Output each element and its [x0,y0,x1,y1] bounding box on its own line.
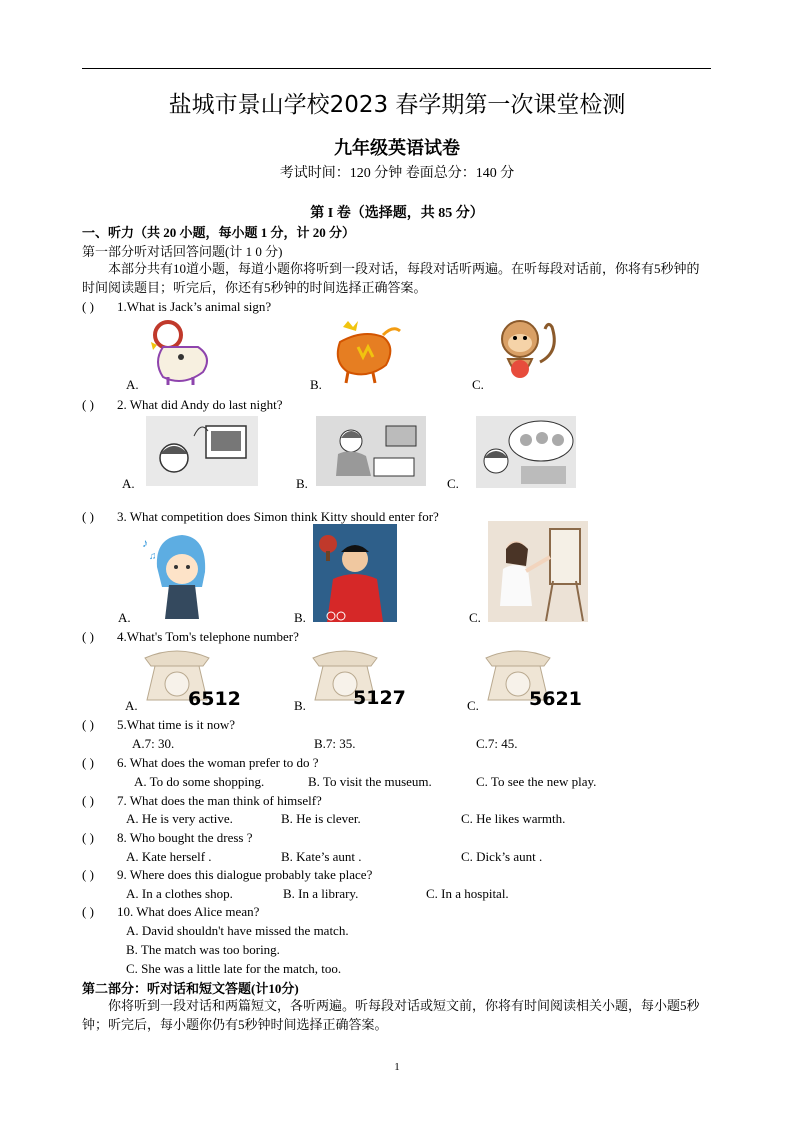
section-two-heading: 第二部分：听对话和短文答题(计10分) [82,981,299,996]
singing-girl-image [137,527,222,622]
boy-watching-tv-image [146,416,258,486]
q3-option-b[interactable]: B. [294,610,306,625]
q1-option-a[interactable]: A. [126,377,139,392]
svg-text:♫: ♫ [149,551,157,562]
question-8-text: 8. Who bought the dress ? [117,830,253,845]
q7-option-a[interactable]: A. He is very active. [126,811,233,826]
monkey-zodiac-image [490,317,565,389]
answer-blank[interactable]: ( ) [82,629,94,644]
q4-option-b[interactable]: B. [294,698,306,713]
page-number: 1 [394,1061,400,1073]
q6-option-b[interactable]: B. To visit the museum. [308,774,432,789]
answer-blank[interactable]: ( ) [82,397,94,412]
question-5-text: 5.What time is it now? [117,717,236,732]
q9-option-b[interactable]: B. In a library. [283,886,359,901]
q9-option-c[interactable]: C. In a hospital. [426,886,509,901]
exam-subtitle: 九年级英语试卷 [334,138,460,159]
q8-option-c[interactable]: C. Dick’s aunt . [461,849,543,864]
q3-option-a[interactable]: A. [118,610,131,625]
answer-blank[interactable]: ( ) [82,717,94,732]
table-tennis-player-image [313,524,397,622]
ox-zodiac-image [328,317,403,387]
girl-drawing-image [316,416,426,486]
answer-blank[interactable]: ( ) [82,793,94,808]
q10-option-c[interactable]: C. She was a little late for the match, too. [126,961,342,976]
q2-option-c[interactable]: C. [447,476,459,491]
top-rule [82,68,711,69]
exam-info: 考试时间：120 分钟 卷面总分：140 分 [279,166,515,181]
answer-blank[interactable]: ( ) [82,755,94,770]
q1-option-c[interactable]: C. [472,377,484,392]
q2-option-a[interactable]: A. [122,476,135,491]
exam-title: 盐城市景山学校2023 春学期第一次课堂检测 [168,92,626,118]
q9-option-a[interactable]: A. In a clothes shop. [126,886,233,901]
q7-option-c[interactable]: C. He likes warmth. [461,811,566,826]
q8-option-b[interactable]: B. Kate’s aunt . [281,849,362,864]
question-7-text: 7. What does the man think of himself? [117,793,322,808]
answer-blank[interactable]: ( ) [82,299,94,314]
q6-option-a[interactable]: A. To do some shopping. [134,774,265,789]
q6-option-c[interactable]: C. To see the new play. [476,774,597,789]
woman-painting-image [488,521,588,622]
phone-number-a: 6512 [188,688,241,710]
phone-number-b: 5127 [353,687,406,709]
answer-blank[interactable]: ( ) [82,904,94,919]
question-9-text: 9. Where does this dialogue probably take place? [117,867,373,882]
section-one-heading: 一、听力（共 20 小题，每小题 1 分，计 20 分） [82,225,356,240]
q5-option-c[interactable]: C.7: 45. [476,736,518,751]
q10-option-a[interactable]: A. David shouldn't have missed the match. [126,923,349,938]
q5-option-b[interactable]: B.7: 35. [314,736,356,751]
question-10-text: 10. What does Alice mean? [117,904,260,919]
phone-number-c: 5621 [529,688,582,710]
question-1-text: 1.What is Jack’s animal sign? [117,299,272,314]
goat-zodiac-image [143,317,223,387]
q5-option-a[interactable]: A.7: 30. [132,736,175,751]
boys-chatting-image [476,416,576,488]
q7-option-b[interactable]: B. He is clever. [281,811,361,826]
question-4-text: 4.What's Tom's telephone number? [117,629,299,644]
section-one-instructions: 本部分共有10道小题，每道小题你将听到一段对话，每段对话听两遍。在听每段对话前，你将有5秒钟的时间阅读题目；听完后，你还有5秒钟的时间选择正确答案。 [82,261,700,295]
answer-blank[interactable]: ( ) [82,509,94,524]
q8-option-a[interactable]: A. Kate herself . [126,849,212,864]
svg-text:♪: ♪ [142,536,148,550]
q4-option-a[interactable]: A. [125,698,138,713]
q10-option-b[interactable]: B. The match was too boring. [126,942,280,957]
question-3-text: 3. What competition does Simon think Kitty should enter for? [117,509,439,524]
section-one-subheading: 第一部分听对话回答问题(计 1 0 分) [82,244,283,259]
section-two-instructions: 你将听到一段对话和两篇短文，各听两遍。听每段对话或短文前，你将有时间阅读相关小题，每小题5秒钟；听完后，每小题你仍有5秒钟时间选择正确答案。 [82,998,700,1032]
q4-option-c[interactable]: C. [467,698,479,713]
answer-blank[interactable]: ( ) [82,830,94,845]
part-one-heading: 第 I 卷（选择题，共 85 分） [310,206,484,221]
q1-option-b[interactable]: B. [310,377,322,392]
q3-option-c[interactable]: C. [469,610,481,625]
q2-option-b[interactable]: B. [296,476,308,491]
question-2-text: 2. What did Andy do last night? [117,397,283,412]
answer-blank[interactable]: ( ) [82,867,94,882]
question-6-text: 6. What does the woman prefer to do ? [117,755,319,770]
